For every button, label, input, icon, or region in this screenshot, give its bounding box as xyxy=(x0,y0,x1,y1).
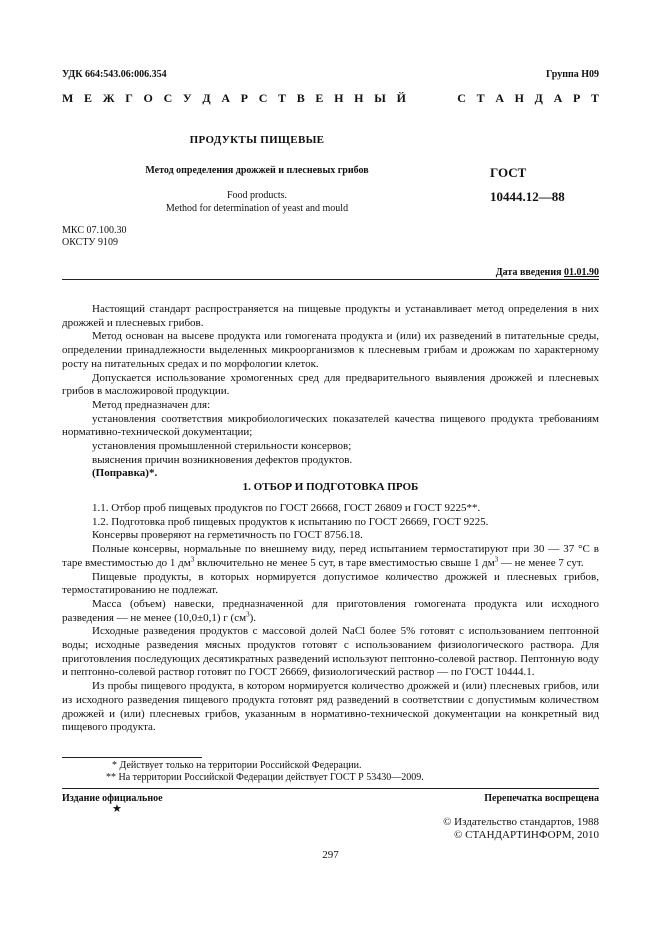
official-edition-label: Издание официальное xyxy=(62,793,163,804)
banner-letter: А xyxy=(495,91,504,105)
banner-letter: Е xyxy=(315,91,324,105)
mass-paragraph: Масса (объем) навески, предназначенной для приготовления гомогената продукта или исходного разведения — не менее (10,0±0,1) г $(см^3)$. xyxy=(62,597,599,624)
copyright-2: © СТАНДАРТИНФОРМ, 2010 xyxy=(454,829,599,841)
footnote-1: * Действует только на территории Российской Федерации. xyxy=(112,760,362,771)
intro-paragraph: Метод предназначен для: xyxy=(92,398,211,411)
banner-letter: В xyxy=(296,91,305,105)
intro-paragraph: Допускается использование хромогенных сред для предварительного выявления дрожжей и плесневых грибов в масложировой продукции. xyxy=(62,371,599,398)
clause-1-1: 1.1. Отбор проб пищевых продуктов по ГОСТ 26668, ГОСТ 26809 и ГОСТ 9225**. xyxy=(92,502,481,514)
intro-list-item: установления промышленной стерильности консервов; xyxy=(92,440,352,453)
document-subtitle: Метод определения дрожжей и плесневых грибов xyxy=(145,165,369,176)
intro-list-item: выяснения причин возникновения дефектов продуктов. xyxy=(92,453,353,466)
footnote-divider xyxy=(62,757,202,758)
gost-label: ГОСТ xyxy=(490,165,527,180)
star-icon: ★ xyxy=(112,803,122,815)
mks-code: МКС 07.100.30 xyxy=(62,225,127,236)
reprint-prohibited-label: Перепечатка воспрещена xyxy=(484,793,599,804)
banner-letter: О xyxy=(143,91,153,105)
intro-date-value: 01.01.90 xyxy=(564,267,599,278)
banner-letter: С xyxy=(457,91,466,105)
clause-1-2: 1.2. Подготовка проб пищевых продуктов к испытанию по ГОСТ 26669, ГОСТ 9225. xyxy=(92,515,489,528)
footer-divider xyxy=(62,788,599,789)
page-number: 297 xyxy=(322,849,339,861)
food-paragraph: Пищевые продукты, в которых нормируется допустимое количество дрожжей и плесневых грибов, термостатированию не подлежат. xyxy=(62,570,599,597)
cans-paragraph: Консервы проверяют на герметичность по ГОСТ 8756.18. xyxy=(92,529,363,542)
intro-list-item: установления соответствия микробиологических показателей качества пищевого продукта требованиям нормативно-технической документации; xyxy=(62,412,599,439)
banner-letter: А xyxy=(553,91,563,105)
banner-letter: Т xyxy=(590,91,599,105)
banner-letter: Д xyxy=(202,91,211,105)
banner-letter: Й xyxy=(396,91,406,105)
classification-codes xyxy=(62,225,126,249)
document-title: ПРОДУКТЫ ПИЩЕВЫЕ xyxy=(189,134,325,146)
section-heading: 1. ОТБОР И ПОДГОТОВКА ПРОБ xyxy=(242,481,419,493)
banner-letter: Д xyxy=(534,91,543,105)
banner-letter: Т xyxy=(278,91,287,105)
gost-number: 10444.12—88 xyxy=(490,189,565,204)
banner-letter: Ж xyxy=(102,91,115,105)
banner-letter: Н xyxy=(514,91,524,105)
intro-text xyxy=(62,303,599,481)
banner-letter: Ы xyxy=(374,91,386,105)
banner-letter: Н xyxy=(334,91,344,105)
banner-letter: Р xyxy=(240,91,249,105)
banner-gap xyxy=(417,92,447,106)
group-code: Группа Н09 xyxy=(546,69,599,80)
dilution-paragraph: Исходные разведения продуктов с массовой долей NaCl более 5% готовят с использованием пептонной воды; исходные разведения мясных продуктов готовят с использованием физиологического раствора. Для приготовления последующих десятикратных разведений используют пептонно-солевой раствор. Пептонную воду и пептонно-солевой раствор готовят по ГОСТ 26669, физиологический раствор — по ГОСТ 10444.1. xyxy=(62,625,599,679)
standard-type-banner xyxy=(62,92,599,106)
banner-letter: А xyxy=(221,91,230,105)
banner-letter: Т xyxy=(476,91,485,105)
sample-paragraph: Из пробы пищевого продукта, в котором нормируется количество дрожжей и (или) плесневых грибов, или из исходного разведения пищевого продукта готовят ряд разведений в соответствии с допустимым количеством дрожжей и (или) плесневых грибов, указанным в нормативно-технической документации на конкретный вид пищевого продукта. xyxy=(62,680,599,734)
copyright-1: © Издательство стандартов, 1988 xyxy=(443,816,599,828)
intro-paragraph: Настоящий стандарт распространяется на пищевые продукты и устанавливает метод определения в них дрожжей и плесневых грибов. xyxy=(62,303,599,329)
footnote-2: ** На территории Российской Федерации действует ГОСТ Р 53430—2009. xyxy=(106,772,424,783)
intro-date-label: Дата введения xyxy=(495,267,562,278)
banner-letter: М xyxy=(62,91,74,105)
banner-letter: Е xyxy=(84,91,93,105)
udk-code: УДК 664:543.06:006.354 xyxy=(62,69,167,80)
banner-letter: С xyxy=(258,91,268,105)
banner-letter: У xyxy=(182,91,192,105)
banner-letter: Г xyxy=(125,91,133,105)
english-title-line1: Food products. xyxy=(227,190,287,201)
english-title-line2: Method for determination of yeast and mould xyxy=(165,203,349,214)
amendment-note: (Поправка)*. xyxy=(92,467,158,480)
banner-letter: Н xyxy=(354,91,364,105)
introduction-date xyxy=(496,266,599,280)
section-text xyxy=(62,502,599,735)
okstu-code: ОКСТУ 9109 xyxy=(62,237,119,248)
full-cans-paragraph: Полные консервы, нормальные по внешнему виду, перед испытанием термостатируют при 30 — 37 °С в таре вместимостью до 1 $дм^3$ включительно не менее 5 сут, в таре вместимостью свыше 1 $дм^3$ — не менее 7 сут. xyxy=(62,543,599,569)
intro-paragraph: Метод основан на высеве продукта или гомогената продукта и (или) их разведений в питательные среды, определении принадлежности выделенных микроорганизмов к плесневым грибам и дрожжам по характерному росту на питательных средах и по морфологии клеток. xyxy=(62,330,599,370)
header-divider xyxy=(62,279,599,280)
banner-letter: Р xyxy=(572,91,581,105)
banner-letter: С xyxy=(163,91,173,105)
